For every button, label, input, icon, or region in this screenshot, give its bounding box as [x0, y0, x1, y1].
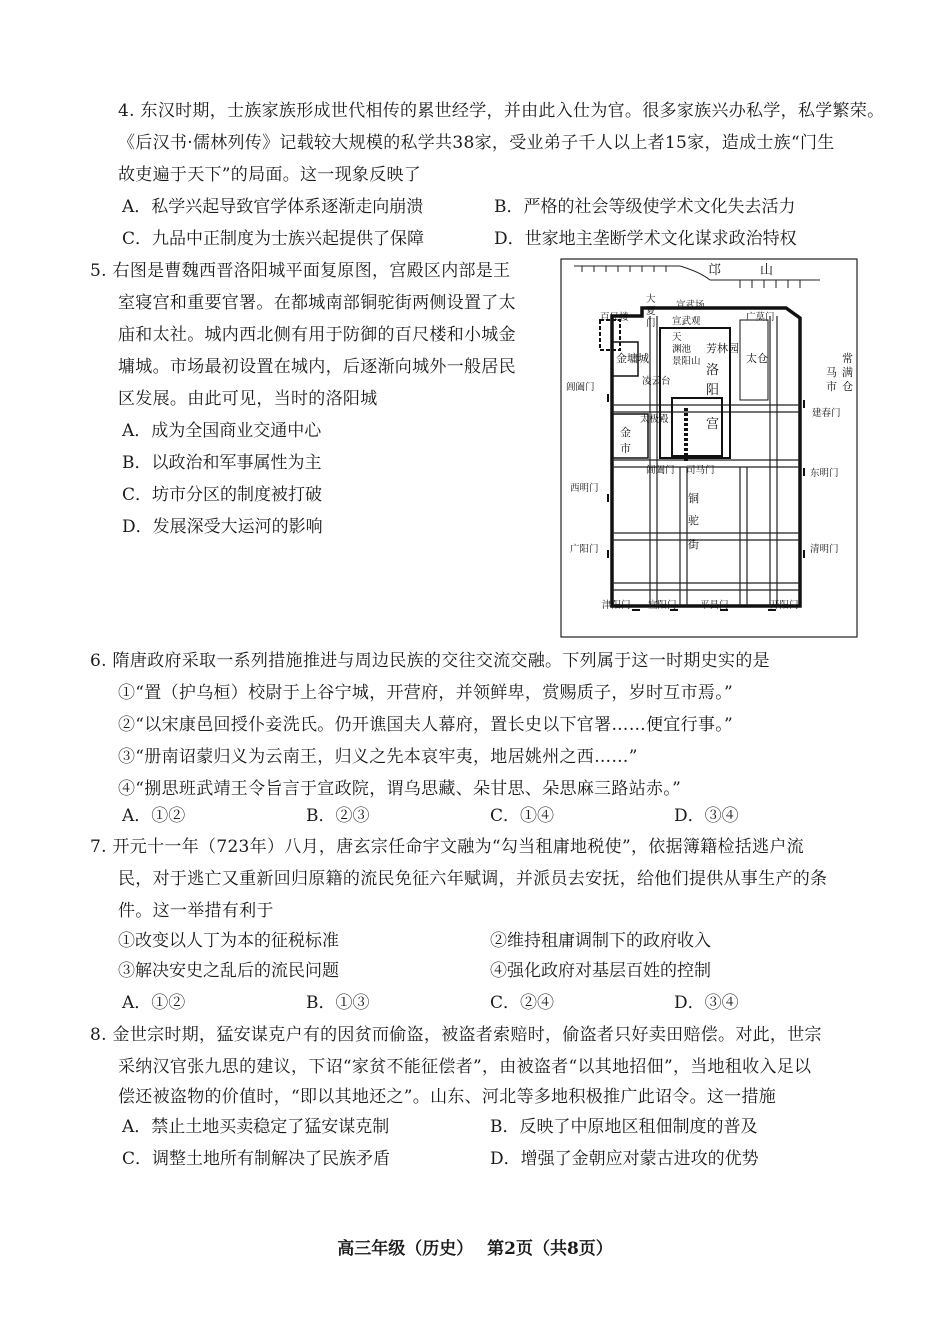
- footer-grade: 高三年级（历史）: [337, 1239, 474, 1259]
- q6-option-a: A．①②: [122, 806, 186, 826]
- q8-line-1: 8. 金世宗时期，猛安谋克户有的因贫而偷盗，被盗者索赔时，偷盗者只好卖田赔偿。对此，世宗: [90, 1025, 822, 1045]
- q8-option-a: A．禁止土地买卖稳定了猛安谋克制: [122, 1117, 390, 1137]
- q5-option-a: A．成为全国商业交通中心: [122, 421, 322, 441]
- label-dongmingmen: 东明门: [810, 468, 839, 479]
- label-xuanyangmen: 宣阳门: [648, 600, 677, 611]
- q5-option-c: C．坊市分区的制度被打破: [122, 485, 323, 505]
- q8-option-c: C．调整土地所有制解决了民族矛盾: [122, 1149, 391, 1169]
- q4-option-d: D．世家地主垄断学术文化谋求政治特权: [494, 229, 797, 249]
- q6-line-2: ①“置（护乌桓）校尉于上谷宁城，开营府，并领鲜卑，赏赐质子，岁时互市焉。”: [118, 683, 733, 703]
- q7-item-2: ②维持租庸调制下的政府收入: [490, 931, 711, 951]
- q6-option-b: B．②③: [306, 806, 370, 826]
- footer-page: 第2页（共8页）: [487, 1239, 613, 1259]
- q6-line-3: ②“以宋康邑回授仆妾洗氏。仍开谯国夫人幕府，置长史以下官署……便宜行事。”: [118, 715, 733, 735]
- q5-option-d: D．发展深受大运河的影响: [122, 517, 323, 537]
- label-xuanwuguan: 宣武观: [672, 316, 701, 327]
- q7-option-a: A．①②: [122, 993, 186, 1013]
- q4-line-2: 《后汉书·儒林列传》记载较大规模的私学共38家，受业弟子千人以上者15家，造成士族“门生: [118, 133, 835, 153]
- label-baichilou: 百尺楼: [600, 312, 629, 323]
- q7-item-4: ④强化政府对基层百姓的控制: [490, 961, 711, 981]
- label-ma: 马: [826, 366, 837, 379]
- q7-line-3: 件。这一举措有利于: [118, 901, 274, 921]
- label-daxia-1: 大: [646, 294, 656, 305]
- label-pingchangmen: 平昌门: [700, 600, 729, 611]
- label-ximingmen: 西明门: [570, 483, 599, 494]
- label-jinshi: 市: [620, 442, 631, 455]
- q5-line-1: 5. 右图是曹魏西晋洛阳城平面复原图，宫殿区内部是王: [90, 261, 511, 281]
- label-taijidian: 太极殿: [640, 414, 669, 425]
- label-jianchunmen: 建春门: [812, 408, 841, 419]
- label-changhemen-south: 阊阖门: [646, 465, 675, 476]
- luoyang-city-map: [560, 258, 858, 638]
- q5-line-3: 庙和太社。城内西北侧有用于防御的百尺楼和小城金: [118, 325, 516, 345]
- q7-option-d: D．③④: [674, 993, 739, 1013]
- label-changhemen-west: 阊阖门: [566, 382, 595, 393]
- q8-line-2: 采纳汉官张九思的建议，下诏“家贫不能征偿者”，由被盗者“以其地招佃”，当地租收入足以: [118, 1057, 812, 1077]
- q6-option-c: C．①④: [490, 806, 555, 826]
- q8-line-3: 偿还被盗物的价值时，“即以其地还之”。山东、河北等多地积极推广此诏令。这一措施: [118, 1087, 777, 1107]
- label-daxia-2: 夏: [646, 306, 656, 317]
- label-tuo: 驼: [688, 514, 699, 527]
- label-fanglinyuan: 芳林园: [706, 342, 739, 355]
- label-jie: 街: [688, 538, 699, 551]
- q6-option-d: D．③④: [674, 806, 739, 826]
- q5-line-5: 区发展。由此可见，当时的洛阳城: [118, 389, 378, 409]
- label-kaiyangmen: 开阳门: [770, 600, 799, 611]
- q7-line-2: 民，对于逃亡又重新回归原籍的流民免征六年赋调，并派员去安抚，给他们提供从事生产的条: [118, 869, 828, 889]
- label-man: 满: [842, 366, 853, 379]
- label-taicang: 太仓: [746, 352, 768, 365]
- q4-line-1: 4. 东汉时期，士族家族形成世代相传的累世经学，并由此入仕为官。很多家族兴办私学，私学繁荣。: [118, 101, 885, 121]
- label-jin: 金: [620, 426, 631, 439]
- label-simamen: 司马门: [686, 465, 715, 476]
- label-tong: 铜: [688, 492, 699, 505]
- label-lingyuntai: 凌云台: [642, 376, 671, 387]
- label-shi: 市: [826, 380, 837, 393]
- label-guangmomen: 广莫门: [746, 312, 775, 323]
- q7-item-3: ③解决安史之乱后的流民问题: [118, 961, 339, 981]
- q5-line-2: 室寝宫和重要官署。在都城南部铜驼街两侧设置了太: [118, 293, 516, 313]
- label-luo: 洛: [706, 363, 720, 378]
- label-gong: 宫: [706, 417, 720, 432]
- label-yuanchi: 渊池: [672, 344, 692, 355]
- map-mountain-mang: 邙: [708, 263, 722, 278]
- label-chang: 常: [842, 352, 853, 365]
- label-jinyangmen: 津阳门: [602, 600, 631, 611]
- label-tian: 天: [672, 332, 682, 343]
- q4-option-a: A．私学兴起导致官学体系逐渐走向崩溃: [122, 197, 424, 217]
- q7-option-c: C．②④: [490, 993, 555, 1013]
- q5-line-4: 墉城。市场最初设置在城内，后逐渐向城外一般居民: [118, 357, 516, 377]
- q6-line-1: 6. 隋唐政府采取一系列措施推进与周边民族的交往交流交融。下列属于这一时期史实的是: [90, 651, 770, 671]
- page-footer: [0, 1234, 950, 1259]
- q5-option-b: B．以政治和军事属性为主: [122, 453, 322, 473]
- q7-option-b: B．①③: [306, 993, 370, 1013]
- q4-option-b: B．严格的社会等级使学术文化失去活力: [494, 197, 796, 217]
- q7-line-1: 7. 开元十一年（723年）八月，唐玄宗任命宇文融为“勾当租庸地税使”，依据簿籍检括逃户流: [90, 837, 804, 857]
- q7-item-1: ①改变以人丁为本的征税标准: [118, 931, 339, 951]
- q8-option-b: B．反映了中原地区租佃制度的普及: [490, 1117, 758, 1137]
- q6-line-5: ④“捌思班武靖王令旨言于宣政院，谓乌思藏、朵甘思、朵思麻三路站赤。”: [118, 779, 682, 799]
- q6-line-4: ③“册南诏蒙归义为云南王，归义之先本哀牢夷，地居姚州之西……”: [118, 747, 638, 767]
- label-xuanwuchang: 宣武场: [676, 300, 705, 311]
- q4-line-3: 故吏遍于天下”的局面。这一现象反映了: [118, 165, 422, 185]
- label-jinyongcheng: 金墉城: [616, 352, 649, 365]
- label-qingmingmen: 清明门: [810, 544, 839, 555]
- q8-option-d: D．增强了金朝应对蒙古进攻的优势: [490, 1149, 759, 1169]
- label-yang: 阳: [706, 383, 720, 398]
- map-mountain-shan: 山: [760, 263, 774, 278]
- label-cang: 仓: [842, 380, 853, 393]
- label-jingyangshan: 景阳山: [672, 356, 701, 367]
- label-daxia-3: 门: [646, 318, 656, 329]
- label-guangyangmen: 广阳门: [570, 544, 599, 555]
- q4-option-c: C．九品中正制度为士族兴起提供了保障: [122, 229, 425, 249]
